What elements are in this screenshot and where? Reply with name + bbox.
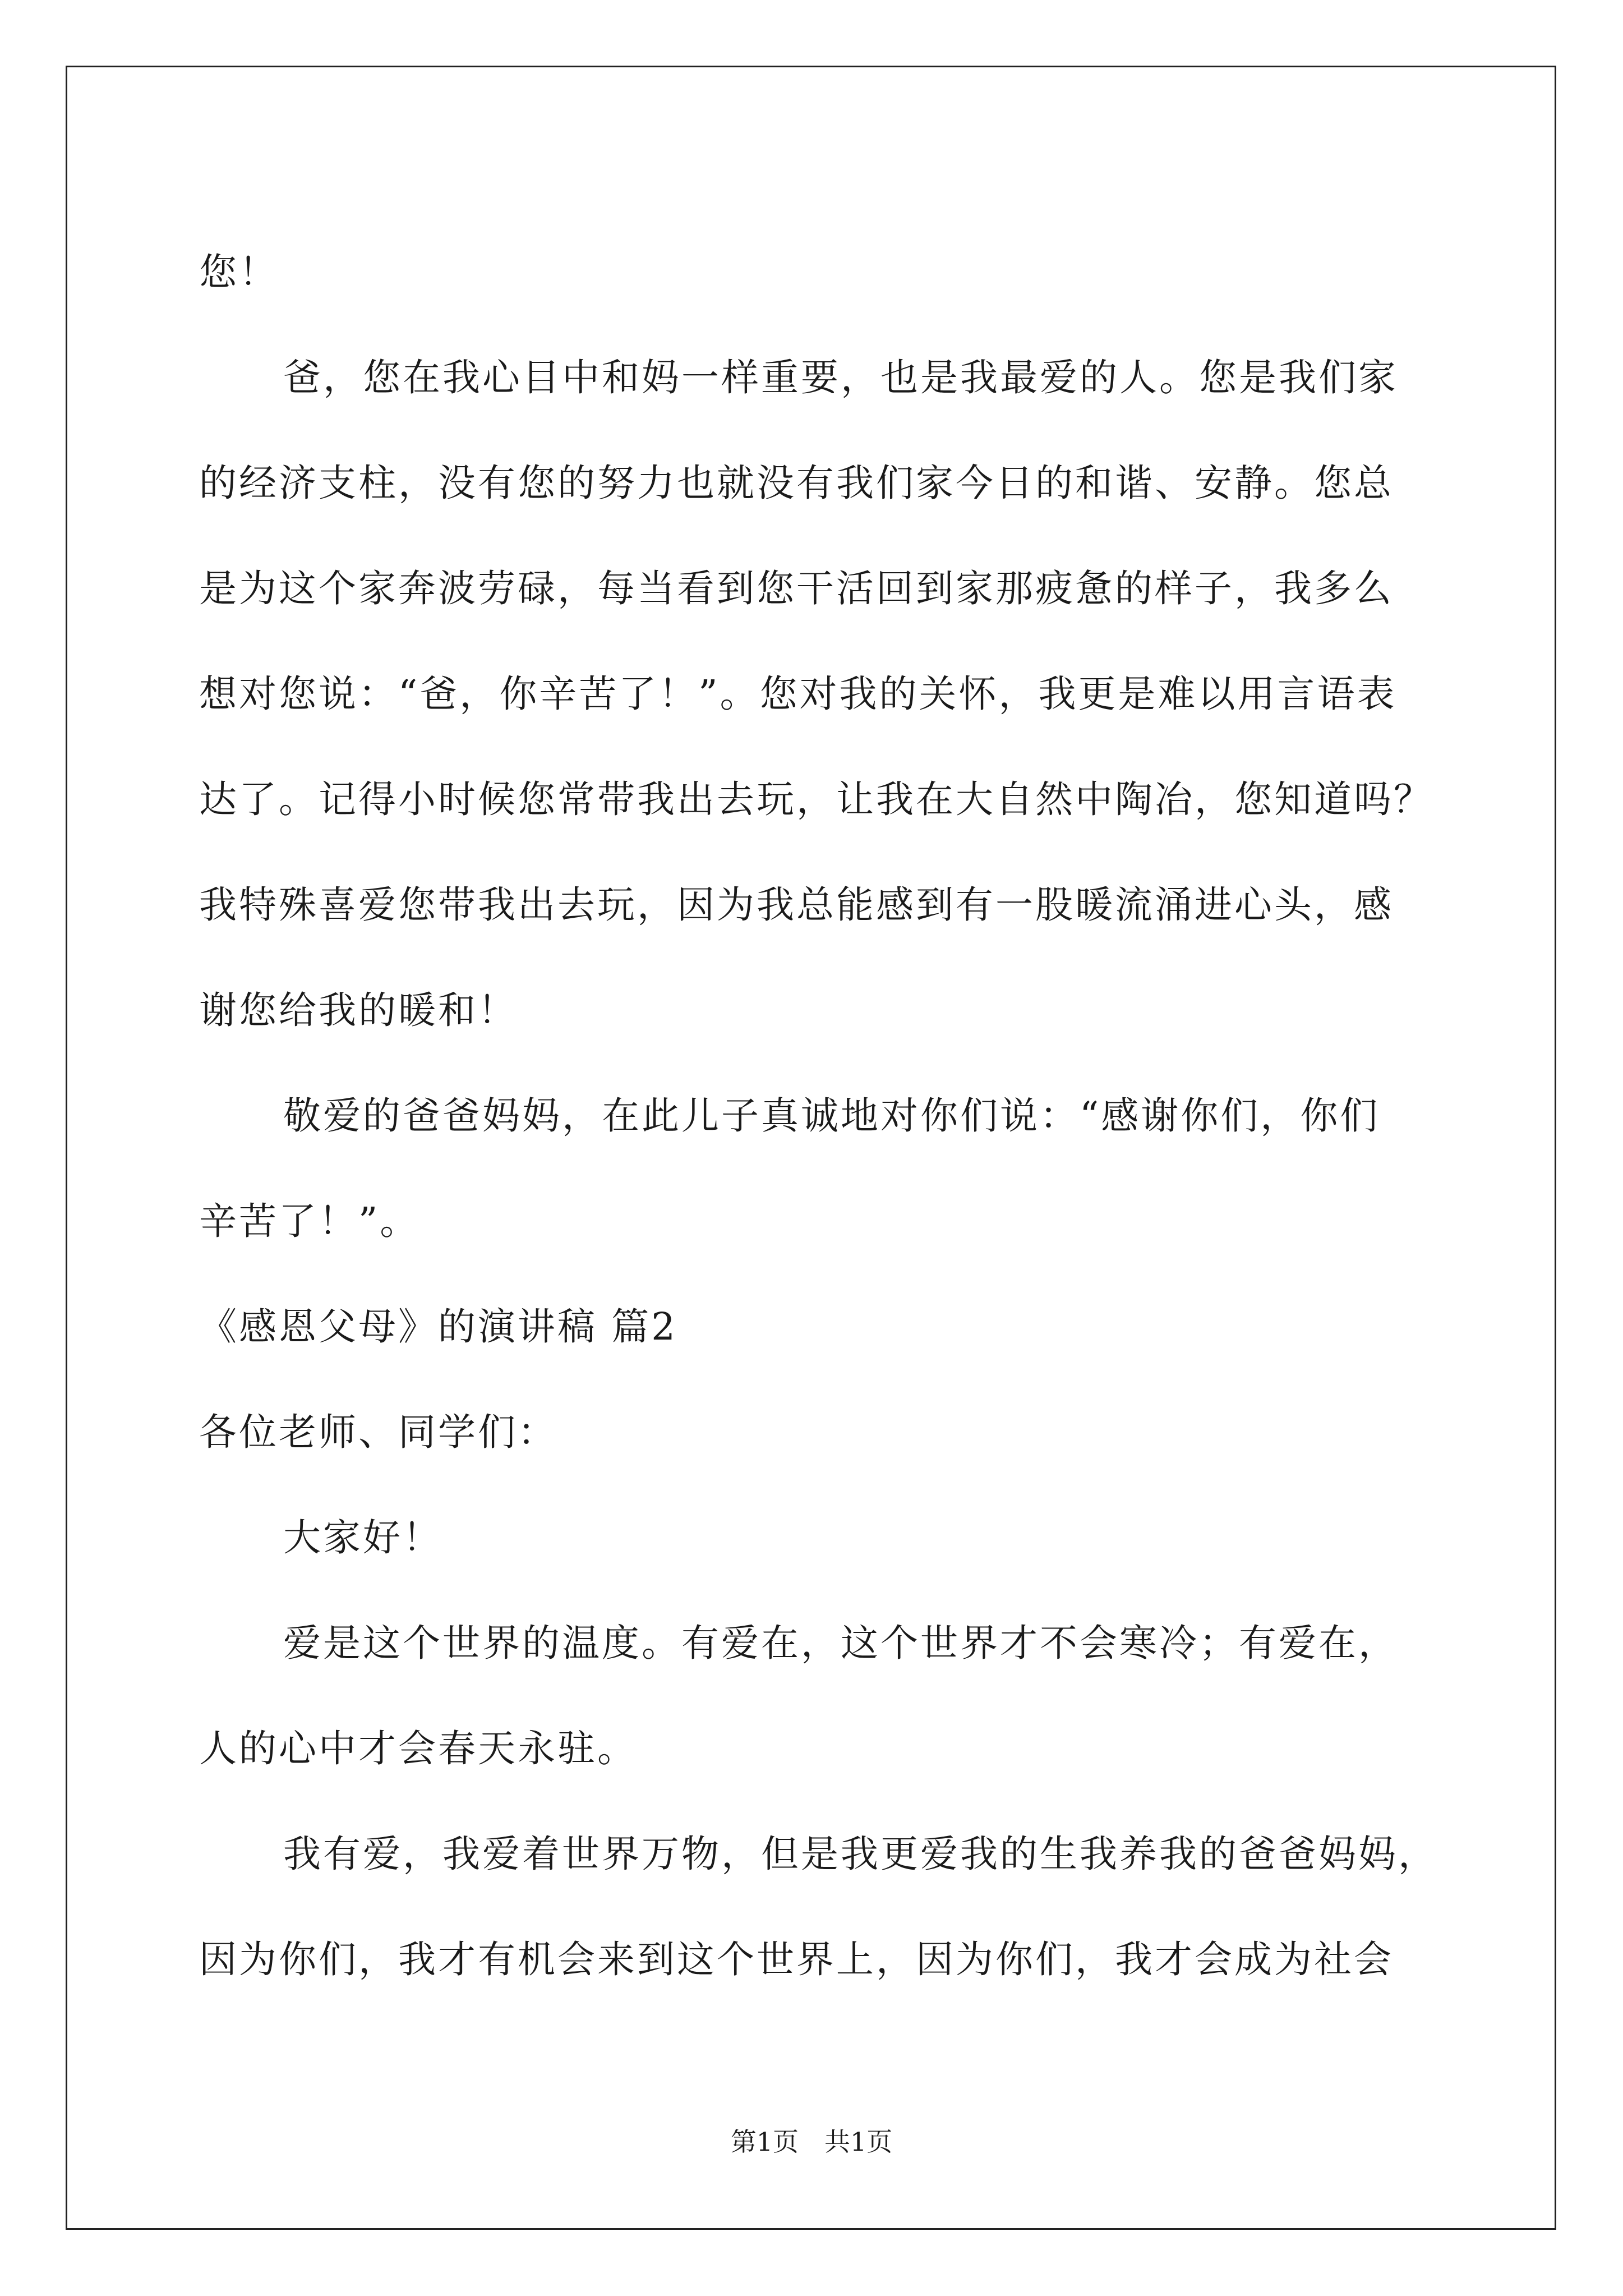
paragraph-line: 爸，您在我心目中和妈一样重要，也是我最爱的人。您是我们家 bbox=[283, 356, 1398, 399]
greeting: 大家好！ bbox=[283, 1516, 442, 1559]
paragraph-line: 想对您说：“爸，你辛苦了！”。您对我的关怀，我更是难以用言语表 bbox=[199, 672, 1397, 716]
page-footer bbox=[0, 2125, 1623, 2159]
page-number: 第1页 bbox=[730, 2127, 799, 2157]
paragraph-line: 爱是这个世界的温度。有爱在，这个世界才不会寒冷；有爱在， bbox=[283, 1621, 1398, 1665]
paragraph-line: 达了。记得小时候您常带我出去玩，让我在大自然中陶冶，您知道吗？ bbox=[199, 777, 1433, 821]
document-body bbox=[199, 210, 1455, 2041]
section-heading: 《感恩父母》的演讲稿 篇2 bbox=[199, 1305, 677, 1349]
salutation: 各位老师、同学们： bbox=[199, 1410, 557, 1454]
paragraph-line: 辛苦了！”。 bbox=[199, 1199, 420, 1243]
paragraph-line: 敬爱的爸爸妈妈，在此儿子真诚地对你们说：“感谢你们，你们 bbox=[283, 1094, 1380, 1138]
paragraph-line: 我有爱，我爱着世界万物，但是我更爱我的生我养我的爸爸妈妈， bbox=[283, 1832, 1438, 1876]
paragraph-line: 我特殊喜爱您带我出去玩，因为我总能感到有一股暖流涌进心头，感 bbox=[199, 883, 1394, 927]
paragraph-line: 的经济支柱，没有您的努力也就没有我们家今日的和谐、安静。您总 bbox=[199, 461, 1394, 505]
paragraph-line: 是为这个家奔波劳碌，每当看到您干活回到家那疲惫的样子，我多么 bbox=[199, 567, 1394, 610]
paragraph-line: 因为你们，我才有机会来到这个世界上，因为你们，我才会成为社会 bbox=[199, 1938, 1394, 1981]
paragraph-line: 谢您给我的暖和！ bbox=[199, 988, 518, 1032]
page-total: 共1页 bbox=[824, 2127, 893, 2157]
paragraph-line: 您！ bbox=[199, 250, 279, 294]
paragraph-line: 人的心中才会春天永驻。 bbox=[199, 1727, 637, 1770]
